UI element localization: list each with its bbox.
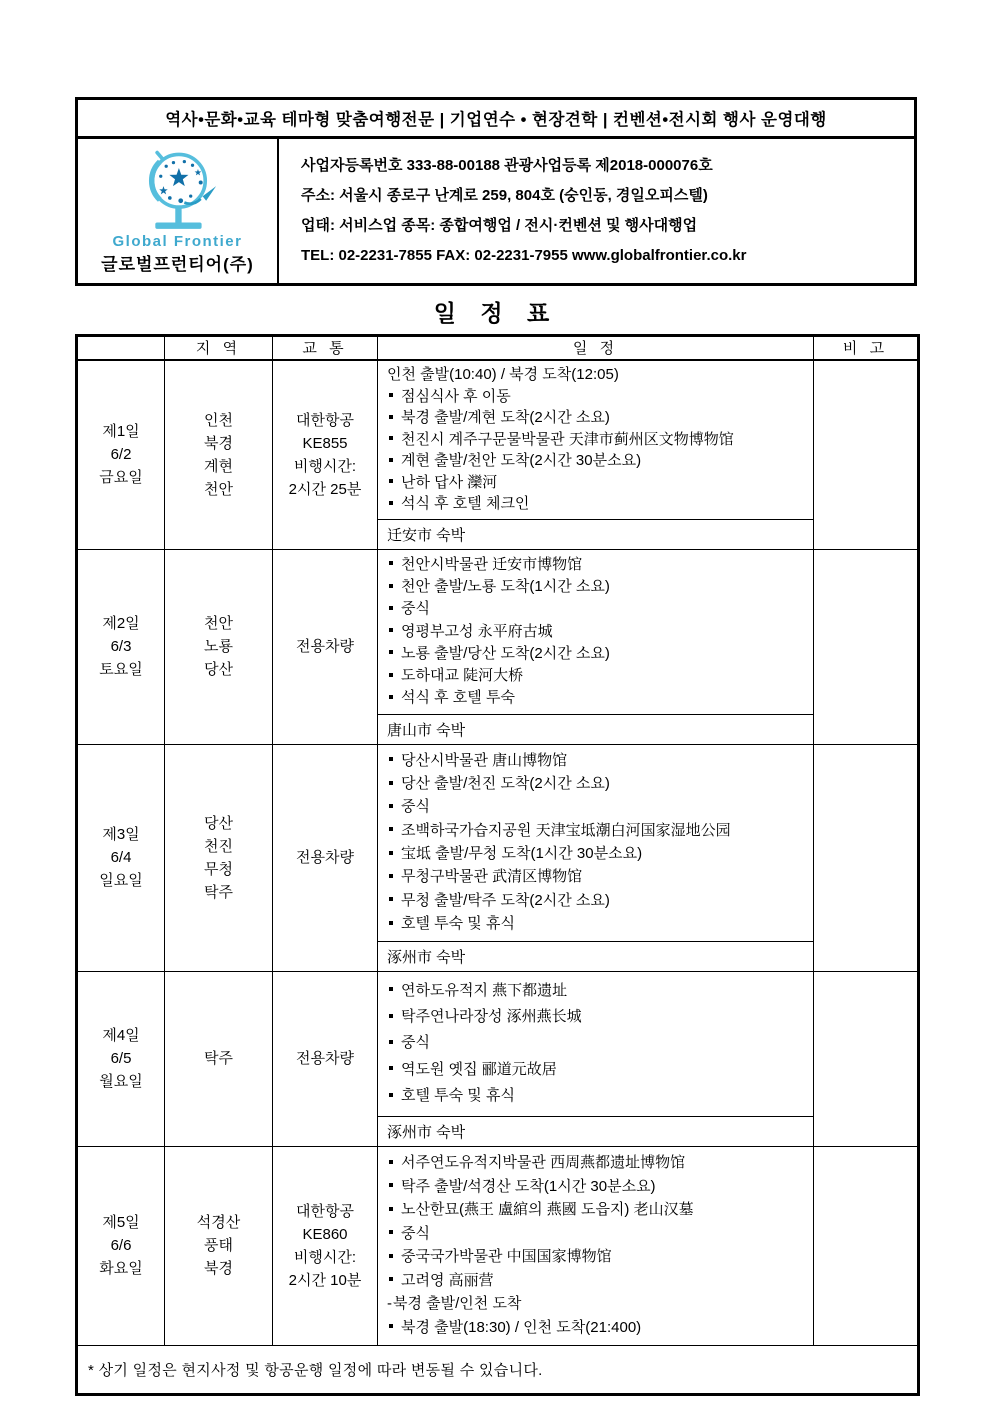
schedule-item: [387, 981, 807, 1001]
cell-line: 대한항공: [296, 411, 354, 429]
bullet-icon: [389, 897, 393, 901]
bullet-icon: [389, 1014, 393, 1018]
schedule-item: [387, 1086, 807, 1106]
schedule-text: 천진시 계주구문물박물관 天津市蓟州区文物博物馆: [401, 430, 734, 448]
schedule-item: [387, 1200, 807, 1220]
bullet-icon: [389, 584, 393, 588]
schedule-text: 점심식사 후 이동: [401, 387, 511, 405]
schedule-cell: [378, 360, 814, 520]
bullet-icon: [389, 1207, 393, 1211]
cell-line: 전용차량: [296, 849, 354, 866]
schedule-text: 서주연도유적지박물관 西周燕都遗址博物馆: [401, 1154, 686, 1172]
day-cell: [77, 744, 165, 971]
cell-line: 2시간 25분: [288, 480, 362, 498]
region-cell: [165, 1146, 273, 1345]
remark-cell: [814, 360, 919, 550]
cell-line: 주소: 서울시 종로구 난계로 259, 804호 (숭인동, 경일오피스텔): [301, 187, 708, 204]
schedule-text: 탁주연나라장성 涿州燕长城: [401, 1008, 582, 1026]
header-schedule: 일 정: [378, 336, 814, 360]
cell-line: KE860: [302, 1225, 348, 1243]
cell-line: 6/6: [110, 1237, 132, 1254]
cell-line: 6/3: [110, 638, 132, 655]
company-info-row: [78, 139, 914, 283]
page-title: 일 정 표: [433, 300, 559, 326]
lodging-cell: 迁安市 숙박: [378, 519, 814, 549]
schedule-item: [387, 1060, 807, 1080]
cell-line: 비행시간:: [293, 457, 357, 475]
transport-cell: [273, 744, 378, 971]
bullet-icon: [389, 561, 393, 565]
schedule-text: 중식: [401, 1034, 430, 1052]
cell-line: 일요일: [99, 872, 143, 889]
schedule-text: 북경 출발(18:30) / 인천 도착(21:400): [401, 1318, 642, 1336]
cell-line: TEL: 02-2231-7855 FAX: 02-2231-7955 www.globalfrontier.co.kr: [301, 247, 747, 264]
cell-line: 계현: [204, 457, 233, 475]
bullet-icon: [389, 1324, 393, 1328]
schedule-item: [387, 844, 807, 864]
lodging-cell: 涿州市 숙박: [378, 1116, 814, 1146]
schedule-text: 북경 출발/계현 도착(2시간 소요): [401, 409, 610, 426]
schedule-item: [387, 473, 807, 493]
bullet-icon: [389, 851, 393, 855]
schedule-item: [387, 751, 807, 771]
bullet-icon: [389, 673, 393, 677]
bullet-icon: [389, 874, 393, 878]
cell-line: 사업자등록번호 333-88-00188 관광사업등록 제2018-000076호: [301, 157, 713, 174]
day-cell: [77, 549, 165, 744]
schedule-item: [387, 494, 807, 514]
region-cell: [165, 549, 273, 744]
schedule-text: 역도원 옛집 郦道元故居: [401, 1060, 557, 1078]
schedule-text: 영평부고성 永平府古城: [401, 622, 553, 640]
bullet-icon: [389, 781, 393, 785]
schedule-text: 북경 출발/인천 도착: [393, 1295, 522, 1313]
cell-line: 무청: [204, 860, 233, 878]
cell-line: 금요일: [99, 469, 143, 486]
cell-line: 비행시간:: [293, 1248, 357, 1266]
bullet-icon: [389, 1183, 393, 1187]
schedule-text: 인천 출발(10:40) / 북경 도착(12:05): [387, 366, 619, 383]
schedule-item: [387, 1294, 807, 1314]
cell-line: 전용차량: [296, 1050, 354, 1067]
day-cell: [77, 1146, 165, 1345]
cell-line: 제5일: [102, 1214, 140, 1231]
schedule-item: [387, 451, 807, 471]
schedule-item: [387, 1247, 807, 1267]
cell-line: 당산: [204, 661, 233, 678]
schedule-cell: [378, 1146, 814, 1345]
note-row: [77, 1345, 919, 1394]
bullet-icon: [389, 501, 393, 505]
company-logo: [78, 139, 279, 283]
schedule-text: 당산 출발/천진 도착(2시간 소요): [401, 775, 610, 793]
cell-line: 노룡: [204, 638, 233, 655]
schedule-text: 宝坻 출발/무청 도착(1시간 30분소요): [401, 845, 643, 863]
day-cell: [77, 971, 165, 1146]
header-transport: 교 통: [273, 336, 378, 360]
schedule-item: [387, 774, 807, 794]
schedule-text: 천안시박물관 迁安市博物馆: [401, 555, 583, 573]
cell-line: 대한항공: [296, 1202, 354, 1220]
cell-line: 인천: [204, 411, 233, 429]
schedule-item: [387, 821, 807, 841]
brand-name-en: Global Frontier: [112, 233, 243, 250]
schedule-text: 호텔 투숙 및 휴식: [401, 915, 515, 933]
schedule-text: 난하 답사 灤河: [401, 473, 498, 491]
bullet-icon: [389, 757, 393, 761]
schedule-item: [387, 622, 807, 642]
bullet-icon: [389, 921, 393, 925]
schedule-text: 계현 출발/천안 도착(2시간 30분소요): [401, 452, 642, 469]
schedule-text: 중식: [401, 1224, 430, 1242]
bullet-icon: [389, 458, 393, 462]
bullet-icon: [389, 393, 393, 397]
schedule-item: [387, 1224, 807, 1244]
schedule-text: 도하대교 陡河大桥: [401, 667, 524, 684]
schedule-item: [387, 1153, 807, 1173]
cell-line: 6/2: [110, 446, 132, 463]
schedule-item: [387, 365, 807, 385]
cell-line: KE855: [302, 434, 348, 452]
bullet-icon: [389, 695, 393, 699]
cell-line: 화요일: [99, 1260, 143, 1277]
table-row: [77, 360, 919, 520]
cell-line: 탁주: [204, 883, 233, 901]
schedule-item: [387, 891, 807, 911]
cell-line: 제1일: [102, 423, 140, 440]
schedule-text: 석식 후 호텔 투숙: [401, 689, 515, 707]
schedule-item: [387, 1318, 807, 1338]
bullet-icon: [389, 1066, 393, 1070]
schedule-cell: [378, 744, 814, 941]
bullet-icon: [389, 1254, 393, 1258]
transport-cell: [273, 971, 378, 1146]
schedule-item: [387, 666, 807, 686]
bullet-icon: [389, 1040, 393, 1044]
cell-line: 천안: [204, 480, 233, 498]
schedule-item: [387, 599, 807, 619]
schedule-cell: [378, 971, 814, 1116]
schedule-item: [387, 430, 807, 450]
cell-line: 6/4: [110, 849, 132, 866]
schedule-text: 중식: [401, 798, 430, 816]
schedule-item: [387, 1007, 807, 1027]
schedule-item: [387, 1033, 807, 1053]
schedule-item: [387, 408, 807, 428]
schedule-text: 천안 출발/노룡 도착(1시간 소요): [401, 578, 610, 595]
schedule-text: 연하도유적지 燕下都遗址: [401, 981, 568, 999]
schedule-item: [387, 914, 807, 934]
schedule-text: 고려영 高丽营: [401, 1271, 494, 1289]
remark-cell: [814, 744, 919, 971]
schedule-text: 당산시박물관 唐山博物馆: [401, 751, 568, 769]
cell-line: 6/5: [110, 1050, 132, 1067]
lodging-cell: 涿州市 숙박: [378, 941, 814, 971]
schedule-text: 중식: [401, 600, 430, 618]
schedule-text: 석식 후 호텔 체크인: [401, 495, 530, 512]
transport-cell: [273, 1146, 378, 1345]
schedule-text: 무청구박물관 武清区博物馆: [401, 868, 583, 886]
header-region: 지 역: [165, 336, 273, 360]
bullet-icon: [389, 827, 393, 831]
cell-line: 전용차량: [296, 638, 354, 655]
letterhead: [75, 97, 917, 286]
schedule-text: 노산한묘(燕王 盧綰의 燕國 도읍지) 老山汉墓: [401, 1201, 694, 1219]
region-cell: [165, 971, 273, 1146]
cell-line: 업태: 서비스업 종목: 종합여행업 / 전시·컨벤션 및 행사대행업: [301, 217, 698, 234]
header-remark: 비 고: [814, 336, 919, 360]
bullet-icon: [389, 415, 393, 419]
day-cell: [77, 360, 165, 550]
bullet-icon: [389, 1093, 393, 1097]
table-row: [77, 971, 919, 1116]
schedule-item: [387, 867, 807, 887]
itinerary-table: [75, 334, 920, 1396]
cell-line: 천안: [204, 615, 233, 632]
table-row: [77, 744, 919, 941]
cell-line: 월요일: [99, 1073, 143, 1090]
cell-line: 당산: [204, 814, 233, 832]
bullet-icon: [389, 804, 393, 808]
cell-line: 천진: [204, 837, 233, 855]
schedule-item: [387, 387, 807, 407]
cell-line: 북경: [204, 1260, 233, 1277]
bullet-icon: [389, 436, 393, 440]
schedule-item: [387, 555, 807, 575]
dash-marker: -: [387, 1295, 392, 1313]
table-row: [77, 1146, 919, 1345]
region-cell: [165, 360, 273, 550]
schedule-text: 무청 출발/탁주 도착(2시간 소요): [401, 891, 610, 909]
company-details: [279, 139, 914, 283]
bullet-icon: [389, 606, 393, 610]
schedule-text: 탁주 출발/석경산 도착(1시간 30분소요): [401, 1177, 656, 1195]
bullet-icon: [389, 479, 393, 483]
remark-cell: [814, 1146, 919, 1345]
schedule-item: [387, 797, 807, 817]
bullet-icon: [389, 987, 393, 991]
cell-line: 제2일: [102, 615, 140, 632]
cell-line: 제3일: [102, 826, 140, 843]
schedule-item: [387, 644, 807, 664]
schedule-text: 호텔 투숙 및 휴식: [401, 1087, 515, 1105]
cell-line: 2시간 10분: [288, 1271, 362, 1289]
schedule-cell: [378, 549, 814, 714]
lodging-cell: 唐山市 숙박: [378, 714, 814, 744]
schedule-item: [387, 688, 807, 708]
bullet-icon: [389, 1277, 393, 1281]
bullet-icon: [389, 1160, 393, 1164]
transport-cell: [273, 360, 378, 550]
schedule-text: 노룡 출발/당산 도착(2시간 소요): [401, 644, 610, 662]
cell-line: 북경: [204, 434, 233, 452]
schedule-text: 조백하국가습지공원 天津宝坻潮白河国家湿地公园: [401, 821, 731, 839]
cell-line: 석경산: [196, 1214, 241, 1231]
schedule-item: [387, 1177, 807, 1197]
bullet-icon: [389, 1230, 393, 1234]
bullet-icon: [389, 650, 393, 654]
cell-line: 탁주: [204, 1050, 233, 1067]
globe-logo-icon: [119, 145, 237, 231]
schedule-item: [387, 1271, 807, 1291]
schedule-text: 중국국가박물관 中国国家博物馆: [401, 1248, 612, 1266]
table-row: [77, 549, 919, 714]
remark-cell: [814, 971, 919, 1146]
company-tagline: 역사•문화•교육 테마형 맞춤여행전문 | 기업연수 • 현장견학 | 컨벤션•전시회 행사 운영대행: [78, 100, 914, 139]
cell-line: 제4일: [102, 1027, 140, 1044]
remark-cell: [814, 549, 919, 744]
cell-line: 토요일: [99, 661, 143, 678]
brand-name-ko: 글로벌프런티어(주): [101, 255, 254, 274]
bullet-icon: [389, 628, 393, 632]
schedule-item: [387, 577, 807, 597]
region-cell: [165, 744, 273, 971]
transport-cell: [273, 549, 378, 744]
header-day: [77, 336, 165, 360]
table-header-row: [77, 336, 919, 360]
change-notice: * 상기 일정은 현지사정 및 항공운행 일정에 따라 변동될 수 있습니다.: [77, 1345, 919, 1394]
cell-line: 풍태: [204, 1237, 233, 1254]
